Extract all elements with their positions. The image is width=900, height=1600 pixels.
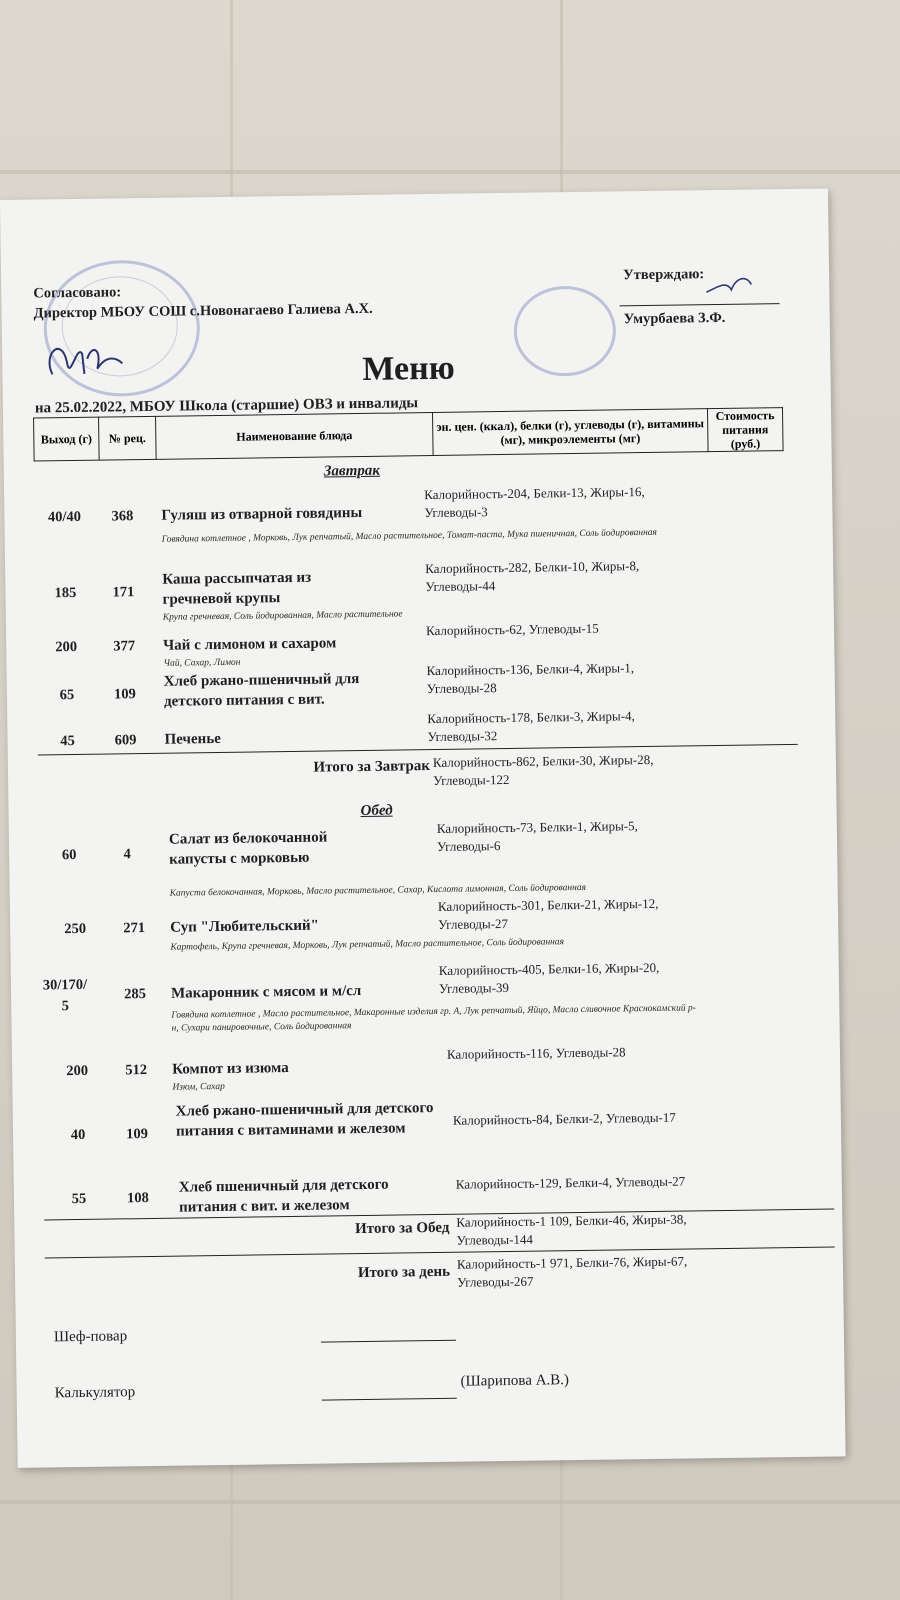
row-output: 55 [71, 1190, 87, 1208]
total-label-breakfast: Итого за Завтрак [313, 758, 431, 776]
row-output: 185 [54, 584, 77, 602]
row-recipe: 368 [111, 508, 134, 525]
row-dish-name: Суп "Любительский" [170, 917, 320, 936]
calc-signature-line [322, 1398, 457, 1401]
row-dish-name: Хлеб ржано-пшеничный для детского питания с витаминами и железом [175, 1100, 434, 1140]
row-recipe: 285 [124, 986, 147, 1003]
section-title-lunch: Обед [360, 802, 393, 820]
row-ingredients: Крупа гречневая, Соль йодированная, Масло растительное [162, 609, 403, 623]
row-output: 65 [59, 687, 75, 704]
row-recipe: 609 [114, 732, 137, 749]
row-output: 45 [60, 733, 75, 750]
menu-subtitle: на 25.02.2022, МБОУ Школа (старшие) ОВЗ и инвалиды [34, 395, 419, 417]
confirm-label: Утверждаю: [623, 266, 705, 284]
total-day: Калорийность-1 971, Белки-76, Жиры-67, Углеводы-267 [456, 1253, 688, 1290]
row-dish-name: Гуляш из отварной говядины [161, 504, 363, 524]
row-recipe: 109 [113, 686, 136, 703]
row-nutrition: Калорийность-116, Углеводы-28 [446, 1044, 626, 1062]
row-ingredients: Картофель, Крупа гречневая, Морковь, Лук репчатый, Масло растительное, Соль йодированная [170, 937, 565, 953]
approved-person: Директор МБОУ СОШ с.Новонагаево Галиева А.Х. [33, 300, 373, 322]
row-nutrition: Калорийность-62, Углеводы-15 [425, 620, 599, 639]
seal-stamp-right [513, 285, 616, 376]
chef-label: Шеф-повар [53, 1328, 128, 1346]
row-output: 40 [70, 1126, 86, 1144]
row-dish-name: Макаронник с мясом и м/сл [170, 983, 362, 1002]
row-recipe: 377 [113, 638, 136, 655]
row-recipe: 271 [123, 920, 146, 937]
col-name: Наименование блюда [156, 412, 434, 459]
row-nutrition: Калорийность-73, Белки-1, Жиры-5, Углеводы-6 [436, 818, 638, 854]
total-label-lunch: Итого за Обед [354, 1219, 450, 1238]
col-cost: Стоимость питания (руб.) [707, 408, 783, 452]
row-dish-name: Салат из белокочанной капусты с морковью [168, 829, 328, 868]
row-output: 200 [55, 638, 78, 656]
calc-name: (Шарипова А.В.) [460, 1372, 570, 1390]
row-recipe: 109 [126, 1126, 149, 1143]
signature-right [701, 269, 761, 300]
approved-label: Согласовано: [33, 284, 122, 302]
row-dish-name: Компот из изюма [172, 1060, 289, 1078]
signature-left [32, 323, 133, 384]
row-nutrition: Калорийность-301, Белки-21, Жиры-12, Углеводы-27 [437, 895, 659, 932]
section-title-breakfast: Завтрак [323, 462, 381, 480]
row-nutrition: Калорийность-129, Белки-4, Углеводы-27 [455, 1173, 686, 1192]
confirm-person: Умурбаева З.Ф. [623, 309, 726, 328]
row-ingredients: Капуста белокочанная, Морковь, Масло растительное, Сахар, Кислота лимонная, Соль йодированная [169, 882, 587, 899]
floor-seam [0, 1500, 900, 1504]
row-nutrition: Калорийность-282, Белки-10, Жиры-8, Углеводы-44 [425, 558, 640, 595]
page-title: Меню [362, 349, 455, 388]
row-recipe: 171 [112, 584, 135, 601]
row-dish-name: Чай с лимоном и сахаром [163, 635, 337, 654]
row-nutrition: Калорийность-204, Белки-13, Жиры-16, Углеводы-3 [424, 484, 645, 521]
row-ingredients: Говядина котлетное , Морковь, Лук репчатый, Масло растительное, Томат-паста, Мука пшеничная, Соль йодированная [161, 527, 658, 545]
table-header [33, 407, 784, 461]
row-recipe: 4 [123, 846, 131, 863]
floor-seam [0, 170, 900, 174]
col-output: Выход (г) [34, 417, 100, 461]
row-dish-name: Печенье [164, 730, 221, 748]
row-nutrition: Калорийность-405, Белки-16, Жиры-20, Углеводы-39 [438, 959, 660, 996]
chef-signature-line [321, 1340, 456, 1343]
col-nutrition: эн. цен. (ккал), белки (г), углеводы (г), витамины (мг), микроэлементы (мг) [433, 409, 709, 456]
total-breakfast: Калорийность-862, Белки-30, Жиры-28, Углеводы-122 [432, 751, 654, 789]
row-output: 200 [66, 1062, 89, 1080]
menu-sheet [0, 188, 846, 1467]
row-nutrition: Калорийность-136, Белки-4, Жиры-1, Углеводы-28 [426, 660, 635, 697]
row-nutrition: Калорийность-84, Белки-2, Углеводы-17 [452, 1109, 676, 1128]
row-ingredients: Говядина котлетное , Масло растительное, Макаронные изделия гр. А, Лук репчатый, Яйцо, Масло сливочное Краснокамский р-н, Сухари панировочные, Соль йодированная [171, 1003, 696, 1034]
row-ingredients: Изюм, Сахар [172, 1081, 225, 1093]
calc-label: Калькулятор [54, 1384, 136, 1402]
row-output: 40/40 [47, 508, 82, 526]
row-recipe: 512 [125, 1062, 148, 1079]
total-lunch: Калорийность-1 109, Белки-46, Жиры-38, Углеводы-144 [456, 1211, 687, 1248]
row-output: 60 [61, 846, 77, 864]
row-nutrition: Калорийность-178, Белки-3, Жиры-4, Углеводы-32 [427, 708, 635, 745]
col-recipe: № рец. [99, 416, 157, 460]
row-dish-name: Хлеб пшеничный для детского питания с вит. и железом [178, 1176, 389, 1216]
row-dish-name: Хлеб ржано-пшеничный для детского питания с вит. [163, 671, 360, 710]
row-dish-name: Каша рассыпчатая из гречневой крупы [162, 569, 312, 608]
row-output: 30/170/5 [42, 976, 88, 1015]
confirm-signature-line [620, 303, 780, 306]
row-ingredients: Чай, Сахар, Лимон [163, 657, 241, 669]
row-recipe: 108 [126, 1190, 149, 1207]
total-label-day: Итого за день [357, 1263, 451, 1282]
row-output: 250 [64, 920, 87, 938]
